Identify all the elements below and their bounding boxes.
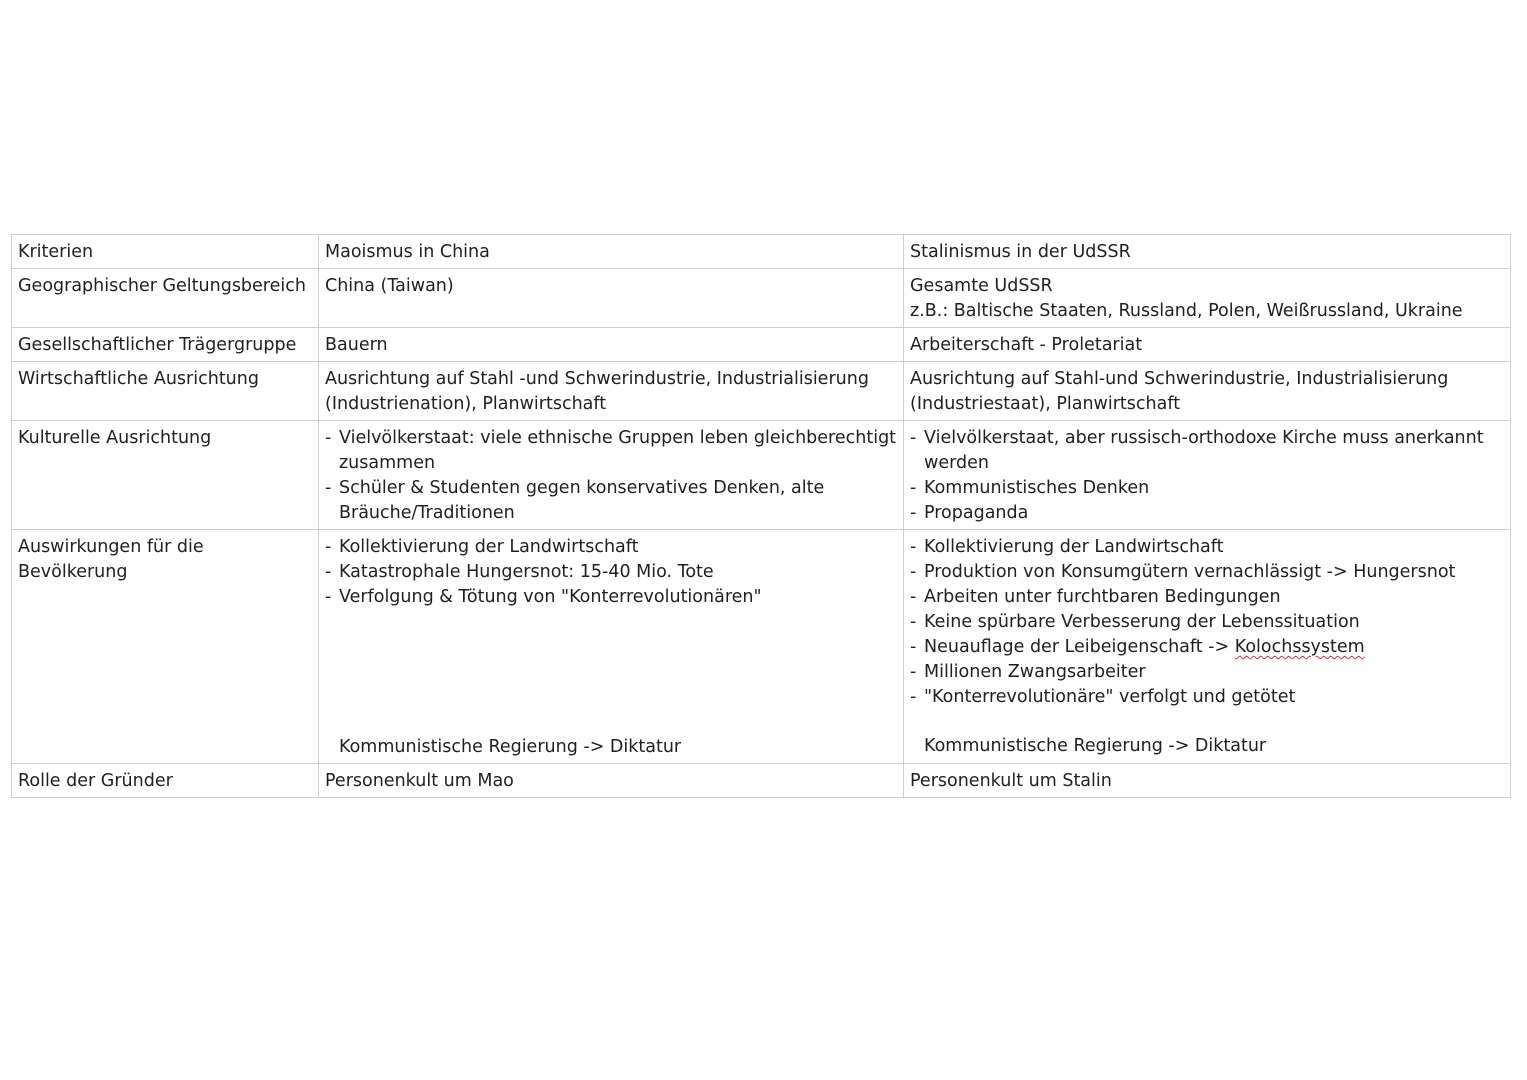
table-row-header <box>12 235 1511 269</box>
auswirkungen-mao-list <box>325 535 897 610</box>
gesellschaft-stalin-cell: Arbeiterschaft - Proletariat <box>904 328 1511 362</box>
spellcheck-underlined-word: Kolochssystem <box>1234 637 1365 657</box>
rolle-label-cell: Rolle der Gründer <box>12 764 319 798</box>
list-item: - Vielvölkerstaat, aber russisch-orthodoxe Kirche muss anerkannt werden <box>910 426 1504 476</box>
comparison-table-sheet <box>11 234 1510 798</box>
table-row-geo <box>12 269 1511 328</box>
gesellschaft-mao-cell: Bauern <box>319 328 904 362</box>
wirtschaft-mao-cell <box>319 362 904 421</box>
list-item: - Produktion von Konsumgütern vernachlässigt -> Hungersnot <box>910 560 1504 585</box>
auswirkungen-label-cell: Auswirkungen für die Bevölkerung <box>12 530 319 764</box>
list-item <box>910 635 1504 660</box>
wirtschaft-stalin-line: (Industriestaat), Planwirtschaft <box>910 394 1181 414</box>
list-item: - Kollektivierung der Landwirtschaft <box>910 535 1504 560</box>
list-item: - Millionen Zwangsarbeiter <box>910 660 1504 685</box>
header-stalin-cell: Stalinismus in der UdSSR <box>904 235 1511 269</box>
geo-label-cell: Geographischer Geltungsbereich <box>12 269 319 328</box>
auswirkungen-stalin-footer: Kommunistische Regierung -> Diktatur <box>924 736 1267 756</box>
geo-stalin-cell <box>904 269 1511 328</box>
geo-stalin-line: Gesamte UdSSR <box>910 276 1053 296</box>
kultur-label-cell: Kulturelle Ausrichtung <box>12 421 319 530</box>
gesellschaft-label-cell: Gesellschaftlicher Trägergruppe <box>12 328 319 362</box>
comparison-table <box>11 234 1511 798</box>
wirtschaft-stalin-line: Ausrichtung auf Stahl-und Schwerindustrie, Industrialisierung <box>910 369 1449 389</box>
list-item: - Kollektivierung der Landwirtschaft <box>325 535 897 560</box>
table-row-kultur <box>12 421 1511 530</box>
list-item: - Verfolgung & Tötung von "Konterrevolutionären" <box>325 585 897 610</box>
kultur-mao-cell <box>319 421 904 530</box>
auswirkungen-stalin-cell <box>904 530 1511 764</box>
kultur-stalin-list <box>910 426 1504 526</box>
header-criteria-cell: Kriterien <box>12 235 319 269</box>
wirtschaft-label-cell: Wirtschaftliche Ausrichtung <box>12 362 319 421</box>
kultur-mao-list <box>325 426 897 526</box>
table-row-wirtschaft <box>12 362 1511 421</box>
kultur-stalin-cell <box>904 421 1511 530</box>
list-item-text: Neuauflage der Leibeigenschaft -> <box>924 637 1235 657</box>
geo-mao-cell: China (Taiwan) <box>319 269 904 328</box>
wirtschaft-mao-line: (Industrienation), Planwirtschaft <box>325 394 607 414</box>
list-item: - Vielvölkerstaat: viele ethnische Gruppen leben gleichberechtigt zusammen <box>325 426 897 476</box>
list-item: - Kommunistisches Denken <box>910 476 1504 501</box>
header-mao-cell: Maoismus in China <box>319 235 904 269</box>
list-item: - Propaganda <box>910 501 1504 526</box>
auswirkungen-mao-cell <box>319 530 904 764</box>
list-item: - Keine spürbare Verbesserung der Lebenssituation <box>910 610 1504 635</box>
list-item: - Schüler & Studenten gegen konservatives Denken, alte Bräuche/Traditionen <box>325 476 897 526</box>
list-item: - "Konterrevolutionäre" verfolgt und getötet <box>910 685 1504 710</box>
rolle-mao-cell: Personenkult um Mao <box>319 764 904 798</box>
geo-stalin-line: z.B.: Baltische Staaten, Russland, Polen, Weißrussland, Ukraine <box>910 301 1463 321</box>
list-item: - Katastrophale Hungersnot: 15-40 Mio. Tote <box>325 560 897 585</box>
table-row-gesellschaft <box>12 328 1511 362</box>
auswirkungen-mao-footer: Kommunistische Regierung -> Diktatur <box>339 737 682 757</box>
wirtschaft-stalin-cell <box>904 362 1511 421</box>
table-row-auswirkungen <box>12 530 1511 764</box>
auswirkungen-stalin-list <box>910 535 1504 710</box>
list-item: - Arbeiten unter furchtbaren Bedingungen <box>910 585 1504 610</box>
wirtschaft-mao-line: Ausrichtung auf Stahl -und Schwerindustrie, Industrialisierung <box>325 369 869 389</box>
rolle-stalin-cell: Personenkult um Stalin <box>904 764 1511 798</box>
table-row-rolle <box>12 764 1511 798</box>
